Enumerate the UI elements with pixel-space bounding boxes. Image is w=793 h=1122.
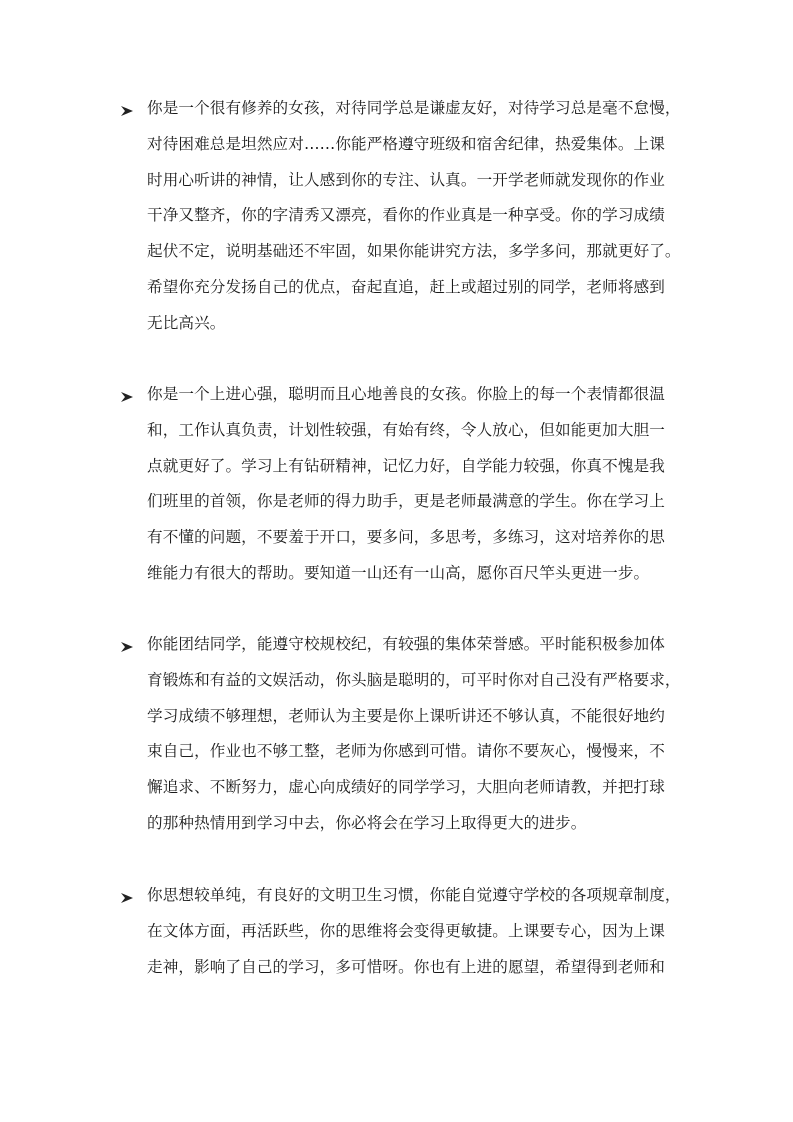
arrowhead-bullet-icon (120, 104, 134, 118)
text-line: 起伏不定，说明基础还不牢固，如果你能讲究方法，多学多问，那就更好了。 (147, 242, 681, 260)
arrowhead-bullet-icon (120, 640, 134, 654)
text-line: 懈追求、不断努力，虚心向成绩好的同学学习，大胆向老师请教，并把打球 (147, 778, 665, 796)
text-line: 维能力有很大的帮助。要知道一山还有一山高，愿你百尺竿头更进一步。 (147, 564, 650, 582)
text-line: 干净又整齐，你的字清秀又漂亮，看你的作业真是一种享受。你的学习成绩 (147, 206, 665, 224)
arrowhead-bullet-icon (120, 390, 134, 404)
text-line: 育锻炼和有益的文娱活动，你头脑是聪明的，可平时你对自己没有严格要求， (147, 671, 681, 689)
text-line: 在文体方面，再活跃些，你的思维将会变得更敏捷。上课要专心，因为上课 (147, 922, 665, 940)
arrowhead-bullet-icon (120, 891, 134, 905)
text-line: 你思想较单纯，有良好的文明卫生习惯，你能自觉遵守学校的各项规章制度， (147, 886, 681, 904)
text-line: 你是一个上进心强，聪明而且心地善良的女孩。你脸上的每一个表情都很温 (147, 385, 665, 403)
text-line: 你能团结同学，能遵守校规校纪，有较强的集体荣誉感。平时能积极参加体 (147, 635, 665, 653)
text-line: 有不懂的问题，不要羞于开口，要多问，多思考，多练习，这对培养你的思 (147, 528, 665, 546)
text-line: 希望你充分发扬自己的优点，奋起直追，赶上或超过别的同学，老师将感到 (147, 278, 665, 296)
text-line: 无比高兴。 (147, 314, 226, 332)
text-line: 和，工作认真负责，计划性较强，有始有终，令人放心，但如能更加大胆一 (147, 421, 665, 439)
text-line: 学习成绩不够理想，老师认为主要是你上课听讲还不够认真，不能很好地约 (147, 707, 665, 725)
text-line: 点就更好了。学习上有钻研精神，记忆力好，自学能力较强，你真不愧是我 (147, 457, 665, 475)
text-line: 你是一个很有修养的女孩，对待同学总是谦虚友好，对待学习总是毫不怠慢， (147, 99, 681, 117)
text-line: 们班里的首领，你是老师的得力助手，更是老师最满意的学生。你在学习上 (147, 492, 665, 510)
text-line: 束自己，作业也不够工整，老师为你感到可惜。请你不要灰心，慢慢来，不 (147, 742, 665, 760)
text-line: 走神，影响了自己的学习，多可惜呀。你也有上进的愿望，希望得到老师和 (147, 958, 665, 976)
text-line: 对待困难总是坦然应对……你能严格遵守班级和宿舍纪律，热爱集体。上课 (147, 135, 665, 153)
text-line: 时用心听讲的神情，让人感到你的专注、认真。一开学老师就发现你的作业 (147, 171, 665, 189)
text-line: 的那种热情用到学习中去，你必将会在学习上取得更大的进步。 (147, 814, 587, 832)
